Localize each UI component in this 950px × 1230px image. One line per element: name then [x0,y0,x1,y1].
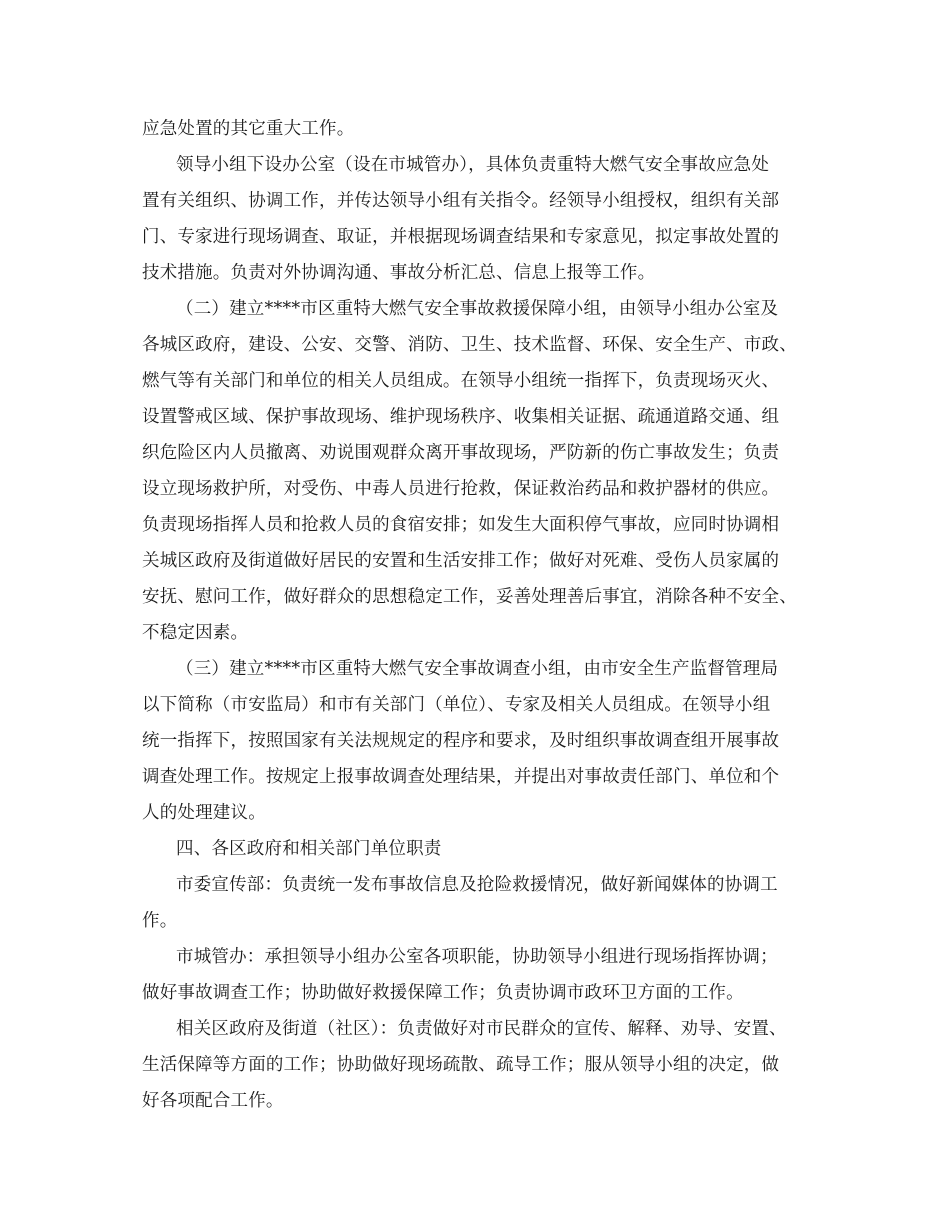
text-line: 生活保障等方面的工作；协助做好现场疏散、疏导工作；服从领导小组的决定，做 [142,1055,780,1075]
text-line: 不稳定因素。 [142,623,249,643]
text-line: 调查处理工作。按规定上报事故调查处理结果，并提出对事故责任部门、单位和个 [142,767,780,787]
text-line: （二）建立****市区重特大燃气安全事故救援保障小组，由领导小组办公室及 [176,299,779,319]
text-line: （三）建立****市区重特大燃气安全事故调查小组，由市安全生产监督管理局 [176,659,779,679]
text-line: 市城管办：承担领导小组办公室各项职能，协助领导小组进行现场指挥协调； [176,947,778,967]
text-line: 市委宣传部：负责统一发布事故信息及抢险救援情况，做好新闻媒体的协调工 [176,875,778,895]
text-line: 相关区政府及街道（社区）：负责做好对市民群众的宣传、解释、劝导、安置、 [176,1019,787,1039]
text-line: 领导小组下设办公室（设在市城管办），具体负责重特大燃气安全事故应急处 [176,155,770,175]
text-line: 设立现场救护所，对受伤、中毒人员进行抢救，保证救治药品和救护器材的供应。 [142,479,780,499]
text-line: 关城区政府及街道做好居民的安置和生活安排工作；做好对死难、受伤人员家属的 [142,551,780,571]
text-line: 安抚、慰问工作，做好群众的思想稳定工作，妥善处理善后事宜，消除各种不安全、 [142,587,797,607]
text-line: 做好事故调查工作；协助做好救援保障工作；负责协调市政环卫方面的工作。 [142,983,744,1003]
text-line: 应急处置的其它重大工作。 [142,119,355,139]
text-line: 织危险区内人员撤离、劝说围观群众离开事故现场，严防新的伤亡事故发生；负责 [142,443,780,463]
text-line: 负责现场指挥人员和抢救人员的食宿安排；如发生大面积停气事故，应同时协调相 [142,515,780,535]
section-heading: 四、各区政府和相关部门单位职责 [176,839,442,859]
text-line: 各城区政府，建设、公安、交警、消防、卫生、技术监督、环保、安全生产、市政、 [142,335,797,355]
text-line: 以下简称（市安监局）和市有关部门（单位）、专家及相关人员组成。在领导小组 [142,695,771,715]
text-line: 燃气等有关部门和单位的相关人员组成。在领导小组统一指挥下，负责现场灭火、 [142,371,780,391]
text-line: 人的处理建议。 [142,803,266,823]
text-line: 统一指挥下，按照国家有关法规规定的程序和要求，及时组织事故调查组开展事故 [142,731,780,751]
text-line: 好各项配合工作。 [142,1091,284,1111]
text-line: 作。 [142,911,178,931]
text-line: 设置警戒区域、保护事故现场、维护现场秩序、收集相关证据、疏通道路交通、组 [142,407,780,427]
text-line: 置有关组织、协调工作，并传达领导小组有关指令。经领导小组授权，组织有关部 [142,191,780,211]
text-line: 技术措施。负责对外协调沟通、事故分析汇总、信息上报等工作。 [142,263,656,283]
text-line: 门、专家进行现场调查、取证，并根据现场调查结果和专家意见，拟定事故处置的 [142,227,780,247]
